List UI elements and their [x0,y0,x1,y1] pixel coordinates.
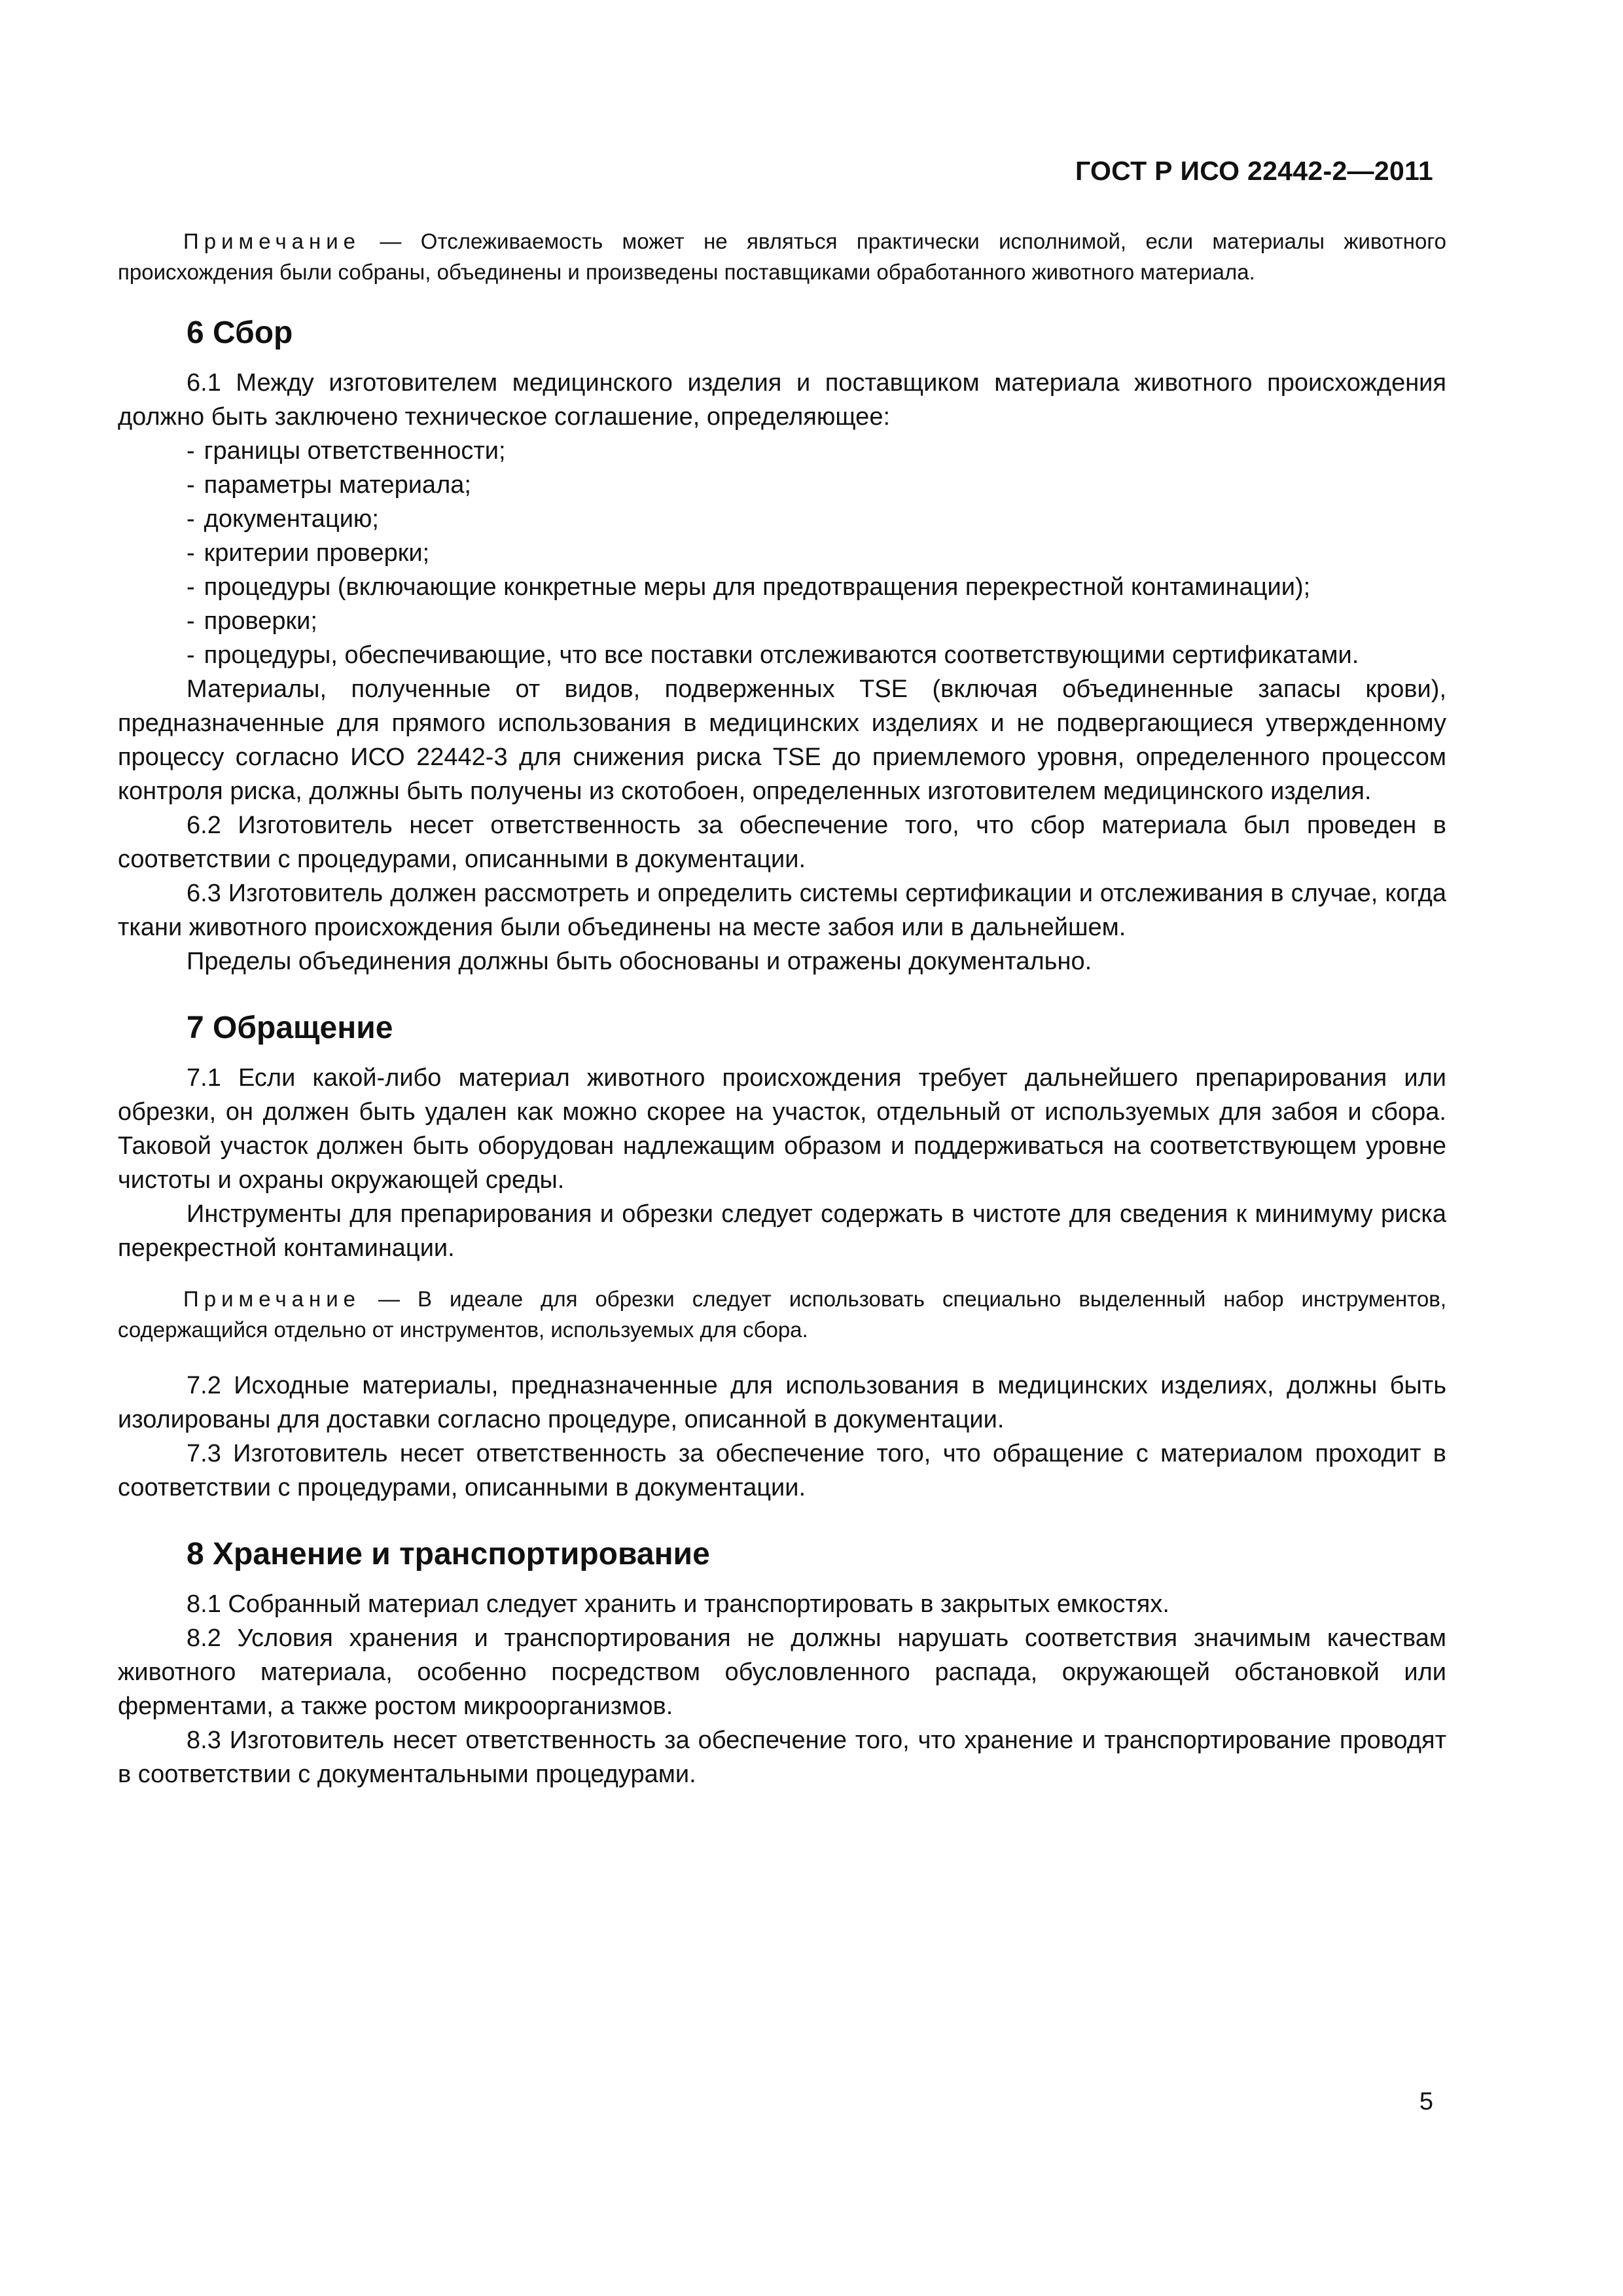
page-number: 5 [1419,2088,1433,2115]
paragraph-6-limits: Пределы объединения должны быть обоснованы и отражены документально. [187,948,1092,975]
list-item: - критерии проверки; [187,539,430,567]
note-label: Примечание [183,1287,361,1311]
document-header: ГОСТ Р ИСО 22442-2—2011 [1075,156,1433,186]
document-body [118,226,1446,1791]
paragraph-7-2: 7.2 Исходные материалы, предназначенные для использования в медицинских изделиях, должны быть изолированы для доставки согласно процедуре, описанной в документации. [118,1372,1446,1433]
section-7-heading: 7 Обращение [187,1011,393,1045]
paragraph-8-2: 8.2 Условия хранения и транспортирования не должны нарушать соответствия значимым качествам животного материала, особенно посредством обусловленного распада, окружающей обстановкой или ферментами, а также ростом микроорганизмов. [118,1624,1446,1720]
list-item-text: процедуры, обеспечивающие, что все поставки отслеживаются соответствующими сертификатами. [204,641,1359,669]
note-tools [118,1283,1446,1345]
paragraph-6-3: 6.3 Изготовитель должен рассмотреть и определить системы сертификации и отслеживания в случае, когда ткани животного происхождения были объединены на месте забоя или в дальнейшем. [118,880,1446,941]
list-item: - параметры материала; [187,471,471,499]
list-item-text: документацию; [204,505,379,533]
paragraph-6-tse: Материалы, полученные от видов, подверженных TSE (включая объединенные запасы крови), предназначенные для прямого использования в медицинских изделиях и не подвергающиеся утвержденному процессу согласно ИСО 22442-3 для снижения риска TSE до приемлемого уровня, определенного процессом контроля риска, должны быть получены из скотобоен, определенных изготовителем медицинского изделия. [118,675,1446,805]
note-text: — В идеале для обрезки следует использовать специально выделенный набор инструментов, содержащийся отдельно от инструментов, используемых для сбора. [118,1287,1446,1342]
paragraph-8-1: 8.1 Собранный материал следует хранить и транспортировать в закрытых емкостях. [187,1590,1169,1618]
list-item: - границы ответственности; [187,437,506,465]
list-item-text: проверки; [204,607,317,635]
list-item-text: критерии проверки; [204,539,430,567]
paragraph-6-2: 6.2 Изготовитель несет ответственность за обеспечение того, что сбор материала был проведен в соответствии с процедурами, описанными в документации. [118,812,1446,873]
paragraph-7-3: 7.3 Изготовитель несет ответственность за обеспечение того, что обращение с материалом проходит в соответствии с процедурами, описанными в документации. [118,1440,1446,1501]
note-text: — Отслеживаемость может не являться практически исполнимой, если материалы животного происхождения были собраны, объединены и произведены поставщиками обработанного животного материала. [118,229,1446,284]
list-item-text: параметры материала; [204,471,471,499]
list-item: - процедуры, обеспечивающие, что все поставки отслеживаются соответствующими сертификатами. [187,641,1359,669]
list-item-text: процедуры (включающие конкретные меры для предотвращения перекрестной контаминации); [204,573,1311,601]
note-traceability [118,226,1446,287]
list-item: - процедуры (включающие конкретные меры для предотвращения перекрестной контаминации); [187,573,1311,601]
section-6-heading: 6 Сбор [187,315,293,350]
section-8-heading: 8 Хранение и транспортирование [187,1537,710,1571]
note-label: Примечание [183,229,361,253]
list-item: - документацию; [187,505,379,533]
paragraph-7-1: 7.1 Если какой-либо материал животного происхождения требует дальнейшего препарирования или обрезки, он должен быть удален как можно скорее на участок, отдельный от используемых для забоя и сбора. Таковой участок должен быть оборудован надлежащим образом и поддерживаться на соответствующем уровне чистоты и охраны окружающей среды. [118,1064,1446,1194]
paragraph-6-1: 6.1 Между изготовителем медицинского изделия и поставщиком материала животного происхождения должно быть заключено техническое соглашение, определяющее: [118,369,1446,431]
list-item-text: границы ответственности; [204,437,506,465]
paragraph-8-3: 8.3 Изготовитель несет ответственность за обеспечение того, что хранение и транспортирование проводят в соответствии с документальными процедурами. [118,1727,1446,1788]
list-item: - проверки; [187,607,317,635]
paragraph-7-tools: Инструменты для препарирования и обрезки следует содержать в чистоте для сведения к минимуму риска перекрестной контаминации. [118,1200,1446,1262]
